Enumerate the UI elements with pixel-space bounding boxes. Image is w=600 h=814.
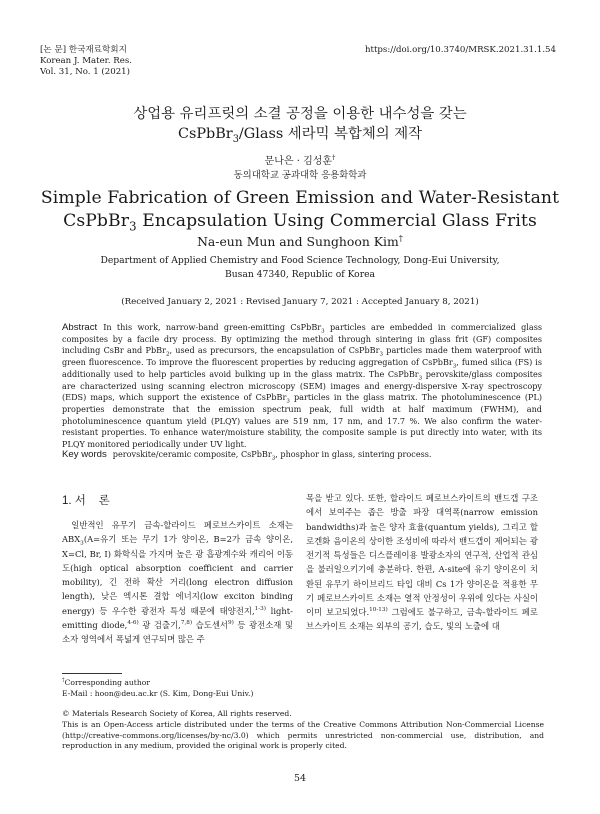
korean-authors: 문나은 · 김성훈† [264, 153, 336, 167]
article-category: [논 문] [40, 45, 67, 55]
page-number: 54 [294, 773, 306, 784]
corresponding-author-label: Corresponding author [64, 678, 150, 687]
english-affiliation-line2: Busan 47340, Republic of Korea [224, 269, 376, 280]
korean-affiliation: 동의대학교 공과대학 응용화학과 [233, 170, 367, 181]
corresponding-dagger: † [398, 232, 403, 243]
corresponding-email: E-Mail : hoon@deu.ac.kr (S. Kim, Dong-Eui Univ.) [62, 688, 254, 698]
korean-title-line1: 상업용 유리프릿의 소결 공정을 이용한 내수성을 갖는 [133, 106, 467, 122]
footnote-divider [62, 673, 122, 674]
english-title-line1: Simple Fabrication of Green Emission and Water-Resistant [40, 188, 560, 208]
doi-link[interactable]: https://doi.org/10.3740/MRSK.2021.31.1.54 [364, 45, 556, 55]
journal-korean-name: 한국재료학회지 [68, 45, 127, 55]
korean-title-line2: CsPbBr$_3$/Glass 세라믹 복합체의 제작 [177, 126, 423, 145]
english-title-line2: CsPbBr$_3$ Encapsulation Using Commercial Glass Frits [63, 211, 537, 234]
journal-volume: Vol. 31, No. 1 (2021) [40, 67, 130, 77]
english-affiliation-line1: Department of Applied Chemistry and Food Science Technology, Dong-Eui University, [100, 255, 500, 266]
corresponding-dagger: † [332, 153, 336, 162]
keywords-label: Key words [62, 449, 107, 460]
intro-right-column [306, 491, 538, 634]
abstract-label: Abstract [62, 322, 98, 333]
journal-english-name: Korean J. Mater. Res. [40, 56, 132, 66]
intro-left-column [62, 518, 293, 646]
copyright-notice: © Materials Research Society of Korea, All rights reserved. [62, 709, 292, 718]
section-introduction-heading: 1. 서 론 [62, 495, 110, 507]
journal-header [40, 45, 300, 78]
intro-paragraph-continued: 목을 받고 있다. 또한, 할라이드 페로브스카이트의 밴드갭 구조에서 보여주는 좁은 방출 파장 대역폭(narrow emission bandwidths)과 높은 양자 효율(quantum yields), 그리고 할로겐화 음이온의 상이한 조성비에 따라서 밴드갭이 제어되는 광 전기적 특성들은 디스플레이용 발광소자의 연구적, 산업적 관심을 불러일으키기에 충분하다. 한편, A-site에 유기 양이온이 치환된 유무기 하이브리드 타입 대비 Cs 1가 양이온을 적용한 무기 페로브스카이트 소재는 열적 안정성이 우위에 있다는 사실이 이미 보고되었다.$^{10-13)}$ 그럼에도 불구하고, 금속-할라이드 페로브스카이트 소재는 외부의 공기, 습도, 빛의 노출에 대 [306, 493, 538, 632]
footnote: †Corresponding author E-Mail : hoon@deu.ac.kr (S. Kim, Dong-Eui Univ.) [62, 678, 362, 699]
abstract: Abstract In this work, narrow-band green-emitting CsPbBr$_3$ particles are embedded in commercialized glass composites by a facile dry process. By optimizing the method through sintering in glass frit (GF) composites including CsBr and PbBr$_2$, used as precursors, the encapsulation of CsPbBr$_3$ particles made them waterproof with green fluorescence. To improve the fluorescent properties by reducing aggregation of CsPbBr$_3$, fumed silica (FS) is additionally used to help particles avoid bulking up in the glass matrix. The CsPbBr$_3$ perovskite/glass composites are characterized using scanning electron microscopy (SEM) images and energy-dispersive X-ray spectroscopy (EDS) maps, which support the existence of CsPbBr$_3$ particles in the glass matrix. The photoluminescence (PL) properties demonstrate that the emission spectrum peak, full width at half maximum (FWHM), and photoluminescence quantum yield (PLQY) values are 519 nm, 17 nm, and 17.7 %. We also confirm the water-resistant properties. To enhance water/moisture stability, the composite sample is put directly into water, with its PLQY monitored periodically under UV light. [62, 322, 543, 450]
received-dates: (Received January 2, 2021 : Revised January 7, 2021 : Accepted January 8, 2021) [121, 297, 479, 307]
intro-paragraph-1: 일반적인 유무기 금속-할라이드 페로브스카이트 소재는 $ABX_3(A=$유기 또는 무기 1가 양이온, B=2가 금속 양이온, X=Cl, Br, I) 화학식을 가지며 높은 광 흡광계수와 캐리어 이동도(high optical absorption coefficient and carrier mobility), 긴 전하 확산 거리(long electron diffusion length), 낮은 엑시톤 결합 에너지(low exciton binding energy) 등 우수한 광전자 특성 때문에 태양전지,$^{1-3)}$ light-emitting diode,$^{4-6)}$ 광 검출기,$^{7,8)}$ 습도센서$^{9)}$ 등 광전소재 및 소자 영역에서 폭넓게 연구되며 많은 주 [62, 520, 293, 644]
english-authors: Na-eun Mun and Sunghoon Kim† [197, 232, 403, 249]
keywords: Key words perovskite/ceramic composite, CsPbBr$_3$, phosphor in glass, sintering process. [62, 449, 432, 462]
license-notice: This is an Open-Access article distributed under the terms of the Creative Commons Attribution Non-Commercial License (http://creative-commons.org/licenses/by-nc/3.0) which permits unrestricted non-commercial use, distribution, and reproduction in any medium, provided the original work is properly cited. [62, 720, 544, 751]
